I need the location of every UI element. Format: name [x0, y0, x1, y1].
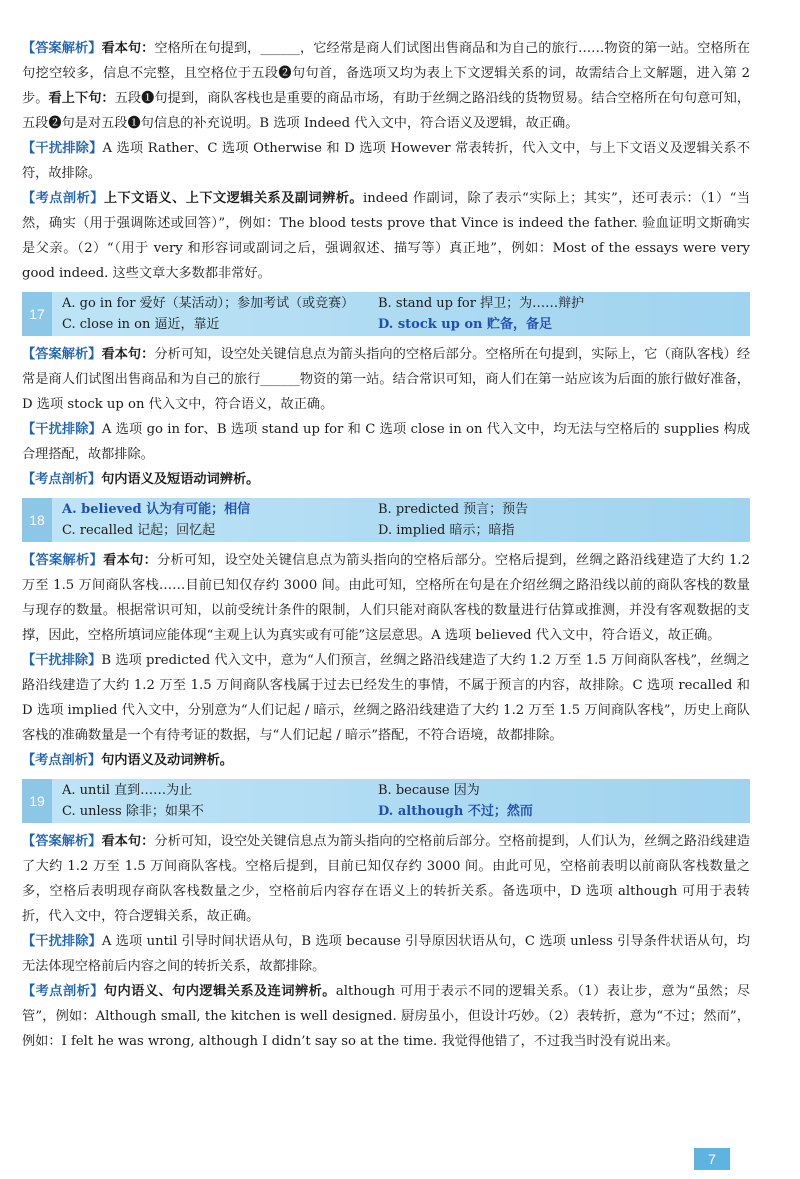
option-a: A. go in for 爱好（某活动）；参加考试（或竞赛） [62, 296, 355, 311]
option-d-correct: D. although 不过；然而 [378, 804, 533, 819]
distractor-exclusion-19 [22, 929, 750, 979]
section-tag: 【考点剖析】 [22, 984, 104, 999]
section-tag: 【干扰排除】 [22, 141, 103, 156]
step-label: 看本句： [103, 553, 158, 568]
question-number: 18 [22, 498, 52, 542]
option-b: B. stand up for 捍卫；为……辩护 [378, 296, 585, 311]
answer-analysis-17 [22, 342, 750, 417]
key-point-16 [22, 186, 750, 286]
section-tag: 【考点剖析】 [22, 191, 104, 206]
section-tag: 【考点剖析】 [22, 472, 102, 487]
key-point-title: 句内语义、句内逻辑关系及连词辨析。 [103, 984, 336, 999]
option-b: B. because 因为 [378, 783, 480, 798]
options-grid [52, 781, 748, 821]
page-number: 7 [694, 1148, 730, 1170]
step-label: 看上下句： [48, 91, 115, 106]
option-b: B. predicted 预言；预告 [378, 502, 529, 517]
options-grid [52, 294, 748, 334]
option-d-correct: D. stock up on 贮备，备足 [378, 317, 553, 332]
key-point-17 [22, 467, 750, 492]
distractor-exclusion-17 [22, 417, 750, 467]
key-point-title: 句内语义及短语动词辨析。 [101, 472, 260, 487]
option-a: A. until 直到……为止 [62, 783, 193, 798]
option-c: C. recalled 记起；回忆起 [62, 523, 216, 538]
question-box-18 [22, 498, 750, 542]
analysis-text: 分析可知，设空处关键信息点为箭头指向的空格后部分。空格所在句提到，实际上，它（商队客栈）经常是商人们试图出售商品和为自己的旅行______物资的第一站。结合常识可知，商人们在第一站应该为后面的旅行做好准备，D 选项 stock up on 代入文中，符合语义，故正确。 [22, 347, 751, 412]
analysis-text: 分析可知，设空处关键信息点为箭头指向的空格后部分。空格后提到，丝绸之路沿线建造了大约 1.2 万至 1.5 万间商队客栈……目前已知仅存约 3000 间。由此可知，空格所在句是在介绍丝绸之路沿线以前的商队客栈的数量与现存的数量。根据常识可知，以前受统计条件的限制，人们只能对商队客栈的数量进行估算或推测，并没有客观数据的支撑，因此，空格所填词应能体现“主观上认为真实或有可能”这层意思。A 选项 believed 代入文中，符合语义，故正确。 [22, 553, 751, 643]
question-number: 17 [22, 292, 52, 336]
question-number: 19 [22, 779, 52, 823]
section-tag: 【考点剖析】 [22, 753, 102, 768]
key-point-text: although 可用于表示不同的逻辑关系。（1）表让步，意为“虽然；尽管”，例如：Although small, the kitchen is well designed. 厨房虽小，但设计巧妙。（2）表转折，意为“不过；然而”，例如：I felt he was wrong, although I didn’t say so at the time. 我觉得他错了，不过我当时没有说出来。 [22, 984, 751, 1049]
option-c: C. close in on 逼近，靠近 [62, 317, 220, 332]
section-tag: 【干扰排除】 [22, 422, 102, 437]
key-point-title: 句内语义及动词辨析。 [101, 753, 233, 768]
section-tag: 【答案解析】 [22, 347, 102, 362]
option-d: D. implied 暗示；暗指 [378, 523, 515, 538]
distractor-exclusion-18 [22, 648, 750, 748]
option-c: C. unless 除非；如果不 [62, 804, 204, 819]
step-label: 看本句： [101, 347, 155, 362]
section-tag: 【答案解析】 [22, 553, 104, 568]
question-box-19 [22, 779, 750, 823]
exclusion-text: A 选项 until 引导时间状语从句，B 选项 because 引导原因状语从句，C 选项 unless 引导条件状语从句，均无法体现空格前后内容之间的转折关系，故都排除。 [22, 934, 751, 974]
key-point-18 [22, 748, 750, 773]
exclusion-text: A 选项 Rather、C 选项 Otherwise 和 D 选项 However 常表转折，代入文中，与上下文语义及逻辑关系不符，故排除。 [22, 141, 751, 181]
key-point-title: 上下文语义、上下文逻辑关系及副词辨析。 [103, 191, 364, 206]
step-label: 看本句： [101, 41, 155, 56]
section-tag: 【答案解析】 [22, 41, 102, 56]
analysis-text: 五段❶句提到，商队客栈也是重要的商品市场，有助于丝绸之路沿线的货物贸易。结合空格所在句句意可知，五段❷句是对五段❶句信息的补充说明。B 选项 Indeed 代入文中，符合语义及逻辑，故正确。 [22, 91, 751, 131]
answer-analysis-16 [22, 36, 750, 136]
analysis-text: 空格所在句提到，______，它经常是商人们试图出售商品和为自己的旅行……物资的第一站。空格所在句挖空较多，信息不完整，且空格位于五段❷句句首，备选项又均为表上下文逻辑关系的词，故需结合上文解题，进入第 2 步。 [22, 41, 751, 106]
step-label: 看本句： [101, 834, 155, 849]
key-point-text: indeed 作副词，除了表示“实际上；其实”，还可表示：（1）“当然，确实（用于强调陈述或回答）”，例如：The blood tests prove that Vince is indeed the father. 验血证明文斯确实是父亲。（2）“（用于 very 和形容词或副词之后，强调叙述、描写等）真正地”，例如：Most of the essays were very good indeed. 这些文章大多数都非常好。 [22, 191, 751, 281]
answer-analysis-19 [22, 829, 750, 929]
page-content [22, 36, 750, 1054]
answer-analysis-18 [22, 548, 750, 648]
section-tag: 【干扰排除】 [22, 653, 102, 668]
question-box-17 [22, 292, 750, 336]
key-point-19 [22, 979, 750, 1054]
distractor-exclusion-16 [22, 136, 750, 186]
exclusion-text: B 选项 predicted 代入文中，意为“人们预言，丝绸之路沿线建造了大约 1.2 万至 1.5 万间商队客栈”，丝绸之路沿线建造了大约 1.2 万至 1.5 万间商队客栈属于过去已经发生的事情，不属于预言的内容，故排除。C 选项 recalled 和 D 选项 implied 代入文中，分别意为“人们记起 / 暗示，丝绸之路沿线建造了大约 1.2 万至 1.5 万间商队客栈”，历史上商队客栈的准确数量是一个有待考证的数据，与“人们记起 / 暗示”搭配，不符合语境，故都排除。 [22, 653, 750, 743]
section-tag: 【答案解析】 [22, 834, 102, 849]
exclusion-text: A 选项 go in for、B 选项 stand up for 和 C 选项 close in on 代入文中，均无法与空格后的 supplies 构成合理搭配，故都排除。 [22, 422, 751, 462]
section-tag: 【干扰排除】 [22, 934, 102, 949]
options-grid [52, 500, 748, 540]
analysis-text: 分析可知，设空处关键信息点为箭头指向的空格前后部分。空格前提到，人们认为，丝绸之路沿线建造了大约 1.2 万至 1.5 万间商队客栈。空格后提到，目前已知仅存约 3000 间。由此可见，空格前表明以前商队客栈数量之多，空格后表明现存商队客栈数量之少，空格前后内容存在语义上的转折关系。备选项中，D 选项 although 可用于表转折，代入文中，符合逻辑关系，故正确。 [22, 834, 751, 924]
option-a-correct: A. believed 认为有可能；相信 [62, 502, 251, 517]
